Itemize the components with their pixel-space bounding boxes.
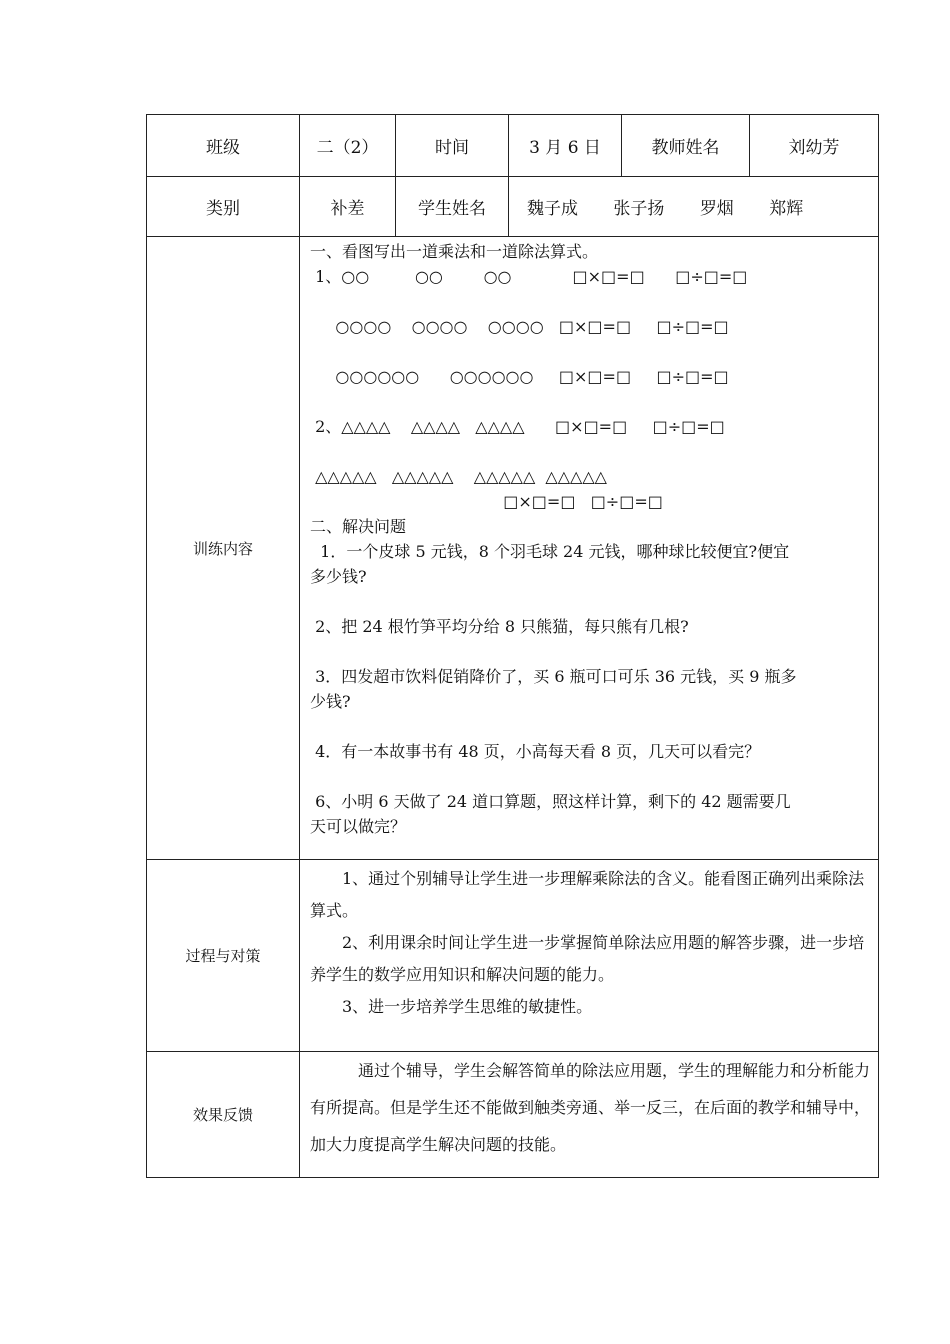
training-line: 1、○○ ○○ ○○ □×□=□ □÷□=□ — [310, 267, 748, 286]
training-line: 多少钱? — [310, 567, 367, 586]
line-spacer — [310, 714, 870, 739]
teacher-value: 刘幼芳 — [750, 115, 879, 177]
training-line: ○○○○○○ ○○○○○○ □×□=□ □÷□=□ — [310, 367, 729, 386]
process-content — [300, 860, 879, 1052]
training-line: 少钱? — [310, 692, 351, 711]
training-line: 6、小明 6 天做了 24 道口算题，照这样计算，剩下的 42 题需要几 — [310, 792, 791, 811]
student-name: 张子扬 — [613, 199, 665, 219]
feedback-label: 效果反馈 — [147, 1052, 300, 1178]
process-label: 过程与对策 — [147, 860, 300, 1052]
student-name: 魏子成 — [527, 199, 578, 219]
training-line: 二、解决问题 — [310, 517, 407, 536]
process-paragraph-3: 3、进一步培养学生思维的敏捷性。 — [342, 997, 593, 1016]
student-label: 学生姓名 — [396, 177, 509, 237]
line-spacer — [310, 639, 870, 664]
training-content — [300, 237, 879, 860]
record-table — [146, 114, 879, 1178]
line-spacer — [310, 289, 870, 314]
category-label: 类别 — [147, 177, 300, 237]
feedback-text: 通过个辅导，学生会解答简单的除法应用题，学生的理解能力和分析能力有所提高。但是学生还不能做到触类旁通、举一反三，在后面的教学和辅导中，加大力度提高学生解决问题的技能。 — [310, 1061, 871, 1154]
training-line: 4．有一本故事书有 48 页，小高每天看 8 页，几天可以看完？ — [310, 742, 761, 761]
tutoring-record-sheet — [146, 114, 878, 1178]
feedback-content — [300, 1052, 879, 1178]
training-lines — [310, 239, 870, 839]
training-line: 3．四发超市饮料促销降价了，买 6 瓶可口可乐 36 元钱，买 9 瓶多 — [310, 667, 797, 686]
process-paragraph-2: 2、利用课余时间让学生进一步掌握简单除法应用题的解答步骤，进一步培养学生的数学应用知识和解决问题的能力。 — [310, 933, 865, 984]
training-label: 训练内容 — [147, 237, 300, 860]
line-spacer — [310, 339, 870, 364]
process-paragraph-1: 1、通过个别辅导让学生进一步理解乘除法的含义。能看图正确列出乘除法算式。 — [310, 869, 865, 920]
line-spacer — [310, 764, 870, 789]
class-label: 班级 — [147, 115, 300, 177]
line-spacer — [310, 389, 870, 414]
class-value: 二（2） — [300, 115, 396, 177]
teacher-label: 教师姓名 — [622, 115, 750, 177]
training-line: 2、△△△△ △△△△ △△△△ □×□=□ □÷□=□ — [310, 417, 725, 436]
time-label: 时间 — [396, 115, 509, 177]
line-spacer — [310, 589, 870, 614]
student-names — [509, 177, 879, 237]
training-line: 天可以做完？ — [310, 817, 407, 836]
student-name: 罗烟 — [699, 199, 734, 219]
training-line: ○○○○ ○○○○ ○○○○ □×□=□ □÷□=□ — [310, 317, 729, 336]
training-line: 2、把 24 根竹笋平均分给 8 只熊猫，每只熊有几根? — [310, 617, 689, 636]
training-line: 一、看图写出一道乘法和一道除法算式。 — [310, 242, 599, 261]
category-value: 补差 — [300, 177, 396, 237]
training-line: △△△△△ △△△△△ △△△△△ △△△△△ — [310, 467, 607, 486]
training-line: 1．一个皮球 5 元钱，8 个羽毛球 24 元钱，哪种球比较便宜?便宜 — [310, 542, 790, 561]
training-line: □×□=□ □÷□=□ — [310, 492, 663, 511]
student-name: 郑辉 — [769, 199, 804, 219]
line-spacer — [310, 439, 870, 464]
time-value: 3 月 6 日 — [509, 115, 622, 177]
